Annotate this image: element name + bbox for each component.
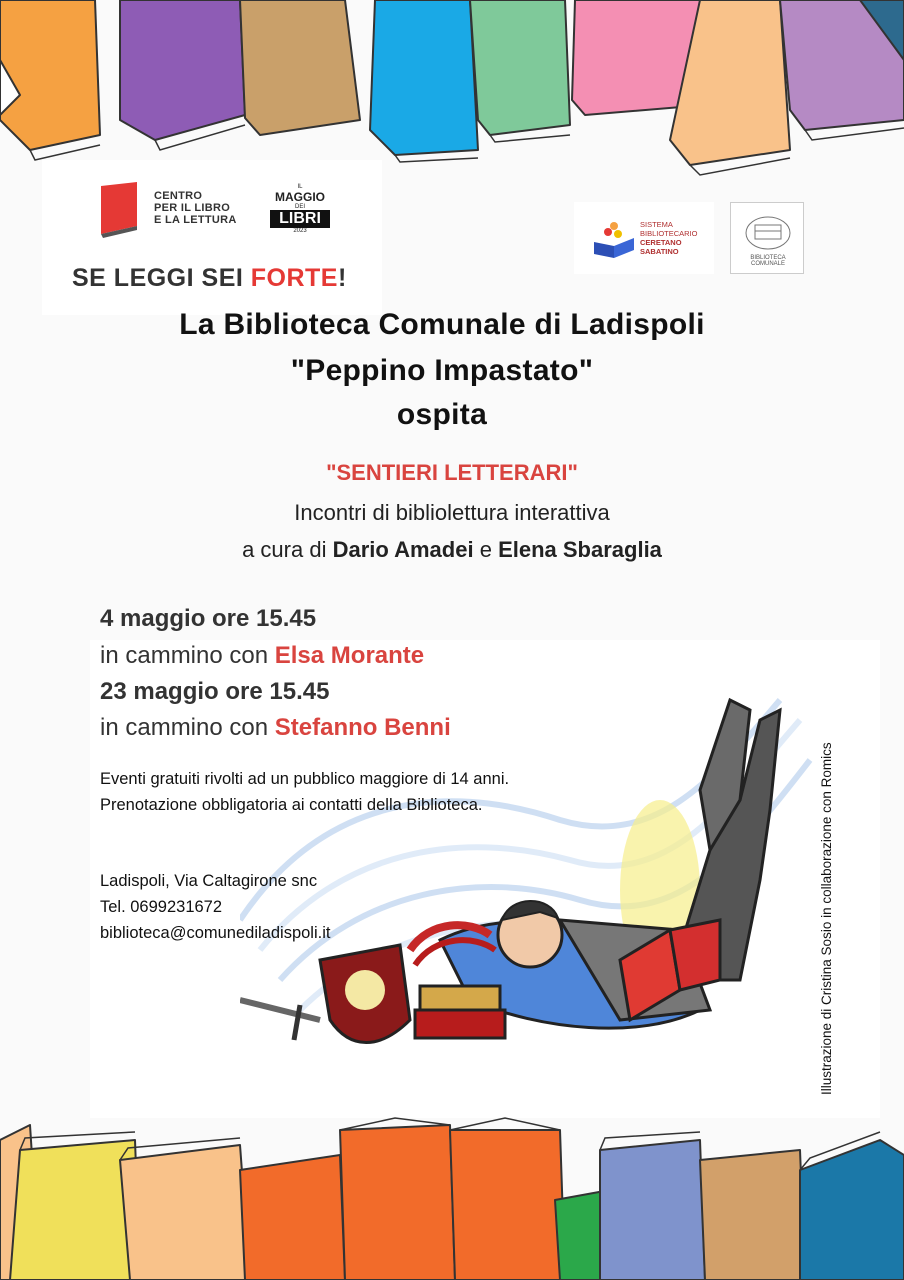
open-book-icon [592,216,636,260]
illustration-credit: Illustrazione di Cristina Sosio in collaborazione con Romics [819,742,834,1095]
event-2-date: 23 maggio ore 15.45 [100,678,330,705]
sistema-bibliotecario-logo [574,202,714,274]
contact-phone: Tel. 0699231672 [100,898,223,916]
biblioteca-comunale-logo: BIBLIOTECA COMUNALE [730,202,804,274]
centro-libro-logo-icon [97,182,141,238]
bottom-books-decoration [0,1110,904,1280]
contact-email: biblioteca@comunediladispoli.it [100,924,331,942]
contact-info [100,868,330,946]
contact-address: Ladispoli, Via Caltagirone snc [100,872,318,890]
program-name: "SENTIERI LETTERARI" [326,460,578,485]
sistema-bibliotecario-text: SISTEMA BIBLIOTECARIO CERETANO SABATINO [640,220,698,256]
event-1-date: 4 maggio ore 15.45 [100,605,317,632]
program-description: Incontri di bibliolettura interattiva [294,500,610,525]
maggio-dei-libri-logo: IL MAGGIO DEI LIBRI 2023 [270,184,330,240]
event-2-topic: in cammino con Stefanno Benni [100,714,451,741]
partner-logos-panel [42,160,382,315]
slogan: SE LEGGI SEI FORTE! [72,264,347,292]
program-curators: a cura di Dario Amadei e Elena Sbaraglia [242,537,662,562]
event-1-topic: in cammino con Elsa Morante [100,642,425,669]
event-notes: Eventi gratuiti rivolti ad un pubblico maggiore di 14 anni. Prenotazione obbligatoria ai contatti della Biblioteca. [100,770,510,814]
library-building-icon [743,211,793,253]
centro-libro-logo-text: CENTRO PER IL LIBRO E LA LETTURA [154,190,237,226]
heading-line-3: ospita [396,398,488,431]
heading-line-2: "Peppino Impastato" [290,354,594,387]
heading-line-1: La Biblioteca Comunale di Ladispoli [179,308,705,341]
